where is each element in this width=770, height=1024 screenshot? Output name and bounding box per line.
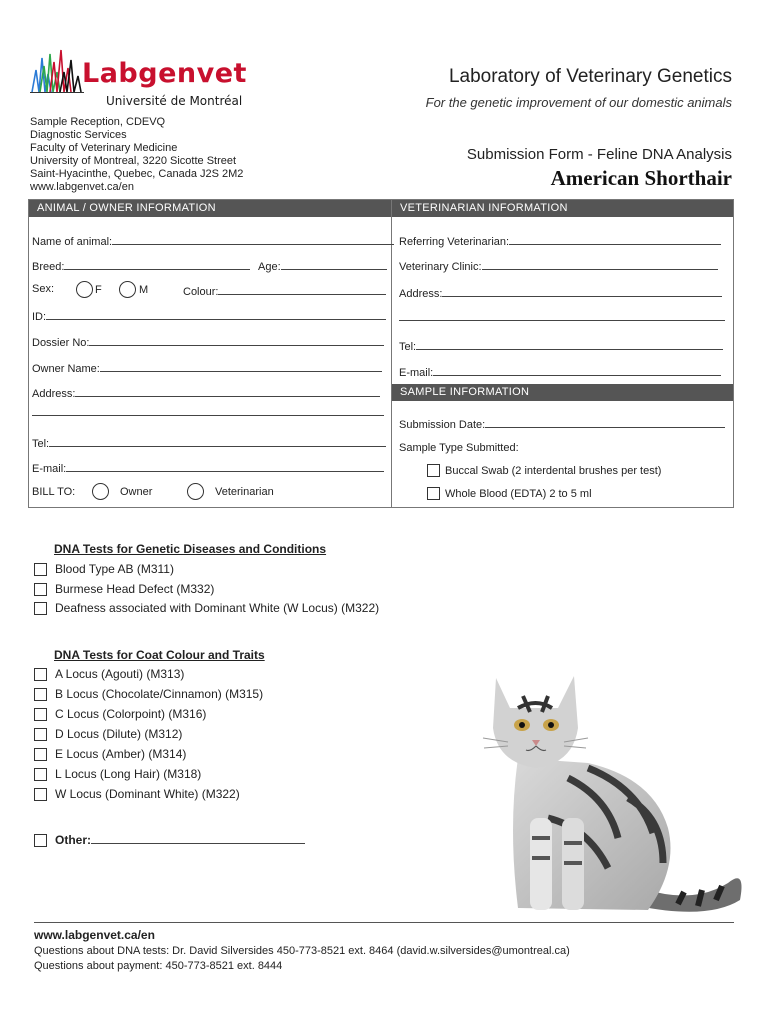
- animal-owner-header: ANIMAL / OWNER INFORMATION: [29, 200, 391, 217]
- address-line: Diagnostic Services: [30, 129, 127, 141]
- list-item[interactable]: W Locus (Dominant White) (M322): [34, 787, 240, 801]
- vet-address-field[interactable]: Address:: [399, 286, 722, 300]
- test-checkbox[interactable]: [34, 688, 47, 701]
- list-item[interactable]: Deafness associated with Dominant White (W Locus) (M322): [34, 601, 379, 615]
- list-item[interactable]: E Locus (Amber) (M314): [34, 747, 186, 761]
- address-line: University of Montreal, 3220 Sicotte Street: [30, 155, 237, 167]
- address-url[interactable]: www.labgenvet.ca/en: [30, 181, 134, 193]
- sex-m-label: M: [139, 284, 149, 296]
- test-checkbox[interactable]: [34, 728, 47, 741]
- list-item[interactable]: L Locus (Long Hair) (M318): [34, 767, 201, 781]
- sample-info-header: SAMPLE INFORMATION: [392, 384, 733, 401]
- submission-date-field[interactable]: Submission Date:: [399, 417, 725, 431]
- footer-divider: [34, 922, 734, 923]
- list-item[interactable]: A Locus (Agouti) (M313): [34, 667, 184, 681]
- brand-university: Université de Montréal: [106, 94, 243, 108]
- test-checkbox[interactable]: [34, 668, 47, 681]
- whole-blood-label: Whole Blood (EDTA) 2 to 5 ml: [445, 488, 592, 500]
- test-checkbox[interactable]: [34, 708, 47, 721]
- test-checkbox[interactable]: [34, 748, 47, 761]
- whole-blood-checkbox[interactable]: [427, 487, 440, 500]
- coat-tests-title: DNA Tests for Coat Colour and Traits: [54, 648, 265, 662]
- list-item[interactable]: C Locus (Colorpoint) (M316): [34, 707, 206, 721]
- bill-owner-radio[interactable]: [92, 483, 109, 500]
- vet-clinic-field[interactable]: Veterinary Clinic:: [399, 259, 718, 273]
- animal-name-field[interactable]: Name of animal:: [32, 234, 394, 248]
- sex-f-label: F: [95, 284, 102, 296]
- list-item[interactable]: Burmese Head Defect (M332): [34, 582, 214, 596]
- bill-vet-label: Veterinarian: [215, 486, 274, 498]
- address-line: Sample Reception, CDEVQ: [30, 116, 166, 128]
- test-checkbox[interactable]: [34, 768, 47, 781]
- information-form: [28, 199, 734, 508]
- labgenvet-logo: [30, 48, 270, 110]
- sex-label: Sex:: [32, 283, 55, 295]
- footer-dna-questions: Questions about DNA tests: Dr. David Silversides 450-773-8521 ext. 8464 (david.w.silversides@umontreal.ca): [34, 945, 570, 957]
- vet-tel-field[interactable]: Tel:: [399, 339, 723, 353]
- sex-m-radio[interactable]: [119, 281, 136, 298]
- american-shorthair-cat-image: [478, 668, 750, 920]
- owner-address-line2[interactable]: [32, 405, 384, 419]
- other-checkbox[interactable]: [34, 834, 47, 847]
- disease-tests-title: DNA Tests for Genetic Diseases and Conditions: [54, 542, 327, 556]
- owner-address-field[interactable]: Address:: [32, 386, 380, 400]
- owner-email-field[interactable]: E-mail:: [32, 461, 384, 475]
- buccal-swab-label: Buccal Swab (2 interdental brushes per test): [445, 465, 662, 477]
- test-checkbox[interactable]: [34, 602, 47, 615]
- bill-to-label: BILL TO:: [32, 486, 76, 498]
- referring-vet-field[interactable]: Referring Veterinarian:: [399, 234, 721, 248]
- owner-name-field[interactable]: Owner Name:: [32, 361, 382, 375]
- form-title: Submission Form - Feline DNA Analysis: [466, 146, 732, 163]
- mailing-address: [30, 116, 243, 194]
- colour-field[interactable]: Colour:: [183, 284, 386, 298]
- sex-f-radio[interactable]: [76, 281, 93, 298]
- footer-payment-questions: Questions about payment: 450-773-8521 ext. 8444: [34, 960, 283, 972]
- veterinarian-header: VETERINARIAN INFORMATION: [392, 200, 733, 217]
- test-checkbox[interactable]: [34, 563, 47, 576]
- test-checkbox[interactable]: [34, 583, 47, 596]
- address-line: Saint-Hyacinthe, Quebec, Canada J2S 2M2: [30, 168, 244, 180]
- other-test-field[interactable]: Other:: [34, 833, 305, 847]
- breed-title: American Shorthair: [550, 166, 732, 190]
- lab-title: Laboratory of Veterinary Genetics: [448, 66, 732, 87]
- bill-owner-label: Owner: [120, 486, 153, 498]
- list-item[interactable]: B Locus (Chocolate/Cinnamon) (M315): [34, 687, 263, 701]
- vet-email-field[interactable]: E-mail:: [399, 365, 721, 379]
- breed-field[interactable]: Breed:: [32, 259, 250, 273]
- brand-name: Labgenvet: [82, 58, 247, 89]
- sample-type-label: Sample Type Submitted:: [399, 442, 519, 454]
- age-field[interactable]: Age:: [258, 259, 387, 273]
- address-line: Faculty of Veterinary Medicine: [30, 142, 178, 154]
- lab-subtitle: For the genetic improvement of our domestic animals: [425, 95, 732, 110]
- vet-address-line2[interactable]: [399, 310, 725, 324]
- bill-vet-radio[interactable]: [187, 483, 204, 500]
- test-checkbox[interactable]: [34, 788, 47, 801]
- dossier-field[interactable]: Dossier No:: [32, 335, 384, 349]
- owner-tel-field[interactable]: Tel:: [32, 436, 386, 450]
- list-item[interactable]: Blood Type AB (M311): [34, 562, 174, 576]
- list-item[interactable]: D Locus (Dilute) (M312): [34, 727, 182, 741]
- id-field[interactable]: ID:: [32, 309, 386, 323]
- buccal-swab-checkbox[interactable]: [427, 464, 440, 477]
- dna-peaks-icon: [30, 48, 84, 98]
- footer-url[interactable]: www.labgenvet.ca/en: [34, 928, 155, 942]
